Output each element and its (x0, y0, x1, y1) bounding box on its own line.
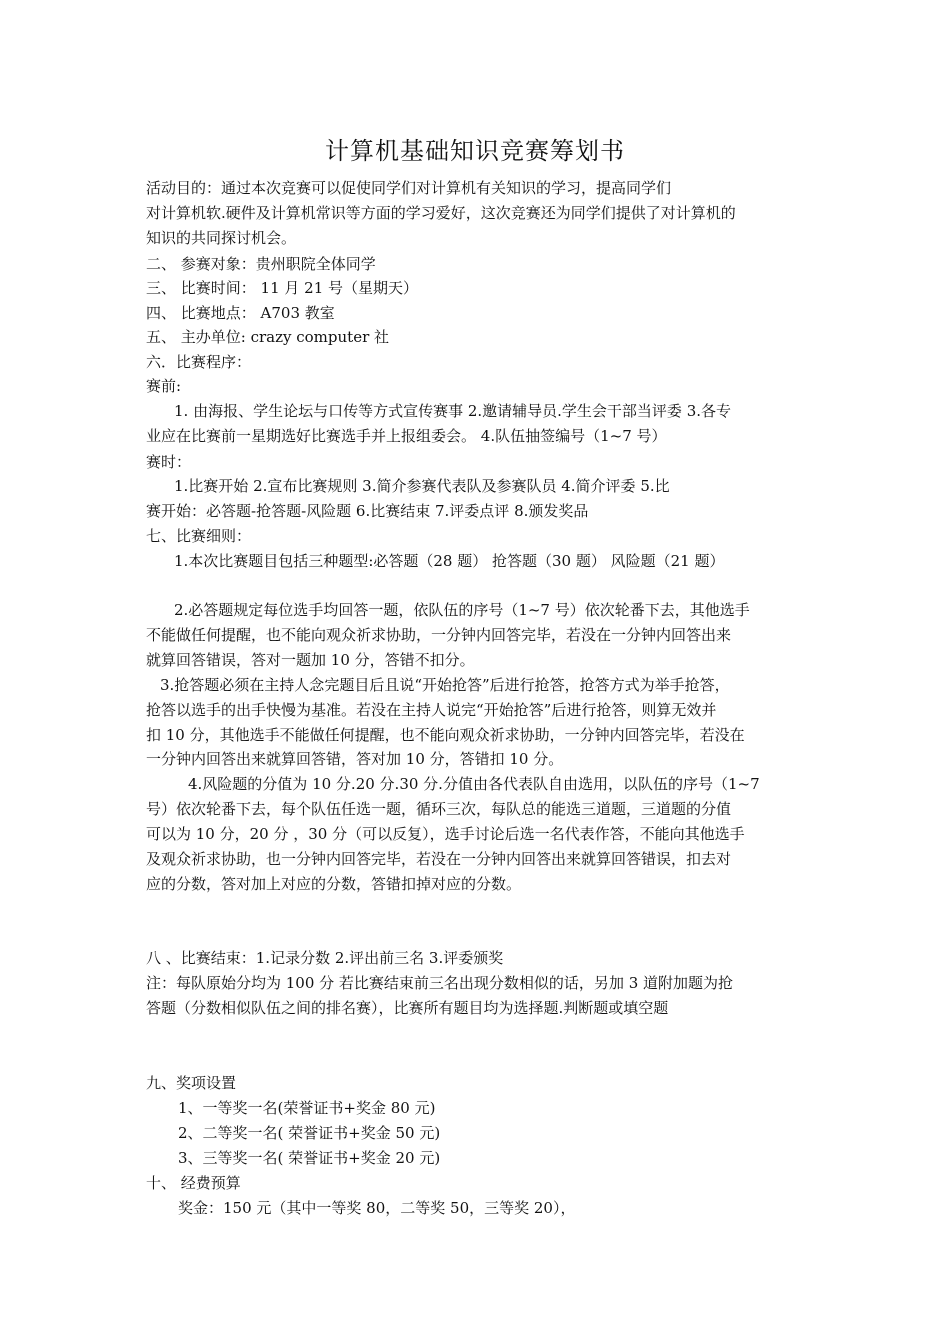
rule-2-line-2: 不能做任何提醒，也不能向观众祈求协助，一分钟内回答完毕，若没在一分钟内回答出来 (146, 626, 732, 644)
award-first: 1、一等奖一名(荣誉证书+奖金 80 元) (178, 1099, 436, 1117)
item-time: 三、 比赛时间： 11 月 21 号（星期天） (146, 279, 419, 297)
rule-4-line-5: 应的分数，答对加上对应的分数，答错扣掉对应的分数。 (146, 875, 522, 893)
during-line-2: 赛开始：必答题-抢答题-风险题 6.比赛结束 7.评委点评 8.颁发奖品 (146, 502, 589, 520)
rule-4-line-4: 及观众祈求协助，也一分钟内回答完毕，若没在一分钟内回答出来就算回答错误，扣去对 (146, 850, 732, 868)
budget-line: 奖金：150 元（其中一等奖 80，二等奖 50，三等奖 20）， (178, 1199, 576, 1217)
item-procedure: 六．比赛程序： (146, 353, 252, 371)
during-line-1: 1.比赛开始 2.宣布比赛规则 3.简介参赛代表队及参赛队员 4.简介评委 5.比 (174, 477, 670, 495)
rule-4-line-1: 4.风险题的分值为 10 分.20 分.30 分.分值由各代表队自由选用，以队伍的序号（1~7 (188, 775, 760, 793)
rule-4-line-2: 号）依次轮番下去，每个队伍任选一题，循环三次，每队总的能选三道题，三道题的分值 (146, 800, 732, 818)
before-line-2: 业应在比赛前一星期选好比赛选手并上报组委会。 4.队伍抽签编号（1~7 号） (146, 427, 667, 445)
rule-3-line-4: 一分钟内回答出来就算回答错，答对加 10 分，答错扣 10 分。 (146, 750, 564, 768)
rules-label: 七、比赛细则： (146, 527, 252, 545)
rule-4-line-3: 可以为 10 分，20 分 ，30 分（可以反复），选手讨论后选一名代表作答，不能向其他选手 (146, 825, 745, 843)
item-place: 四、 比赛地点： A703 教室 (146, 304, 335, 322)
document-title: 计算机基础知识竞赛筹划书 (325, 137, 625, 165)
awards-label: 九、奖项设置 (146, 1074, 237, 1092)
budget-label: 十、 经费预算 (146, 1174, 241, 1192)
ending-line: 八 、比赛结束：1.记录分数 2.评出前三名 3.评委颁奖 (146, 949, 504, 967)
rule-1: 1.本次比赛题目包括三种题型:必答题（28 题） 抢答题（30 题） 风险题（21 题） (174, 552, 725, 570)
award-third: 3、三等奖一名( 荣誉证书+奖金 20 元) (178, 1149, 441, 1167)
rule-2-line-3: 就算回答错误，答对一题加 10 分，答错不扣分。 (146, 651, 475, 669)
award-second: 2、二等奖一名( 荣誉证书+奖金 50 元) (178, 1124, 441, 1142)
ending-note-2: 答题（分数相似队伍之间的排名赛），比赛所有题目均为选择题.判断题或填空题 (146, 999, 669, 1017)
rule-3-line-1: 3.抢答题必须在主持人念完题目后且说“开始抢答”后进行抢答，抢答方式为举手抢答， (160, 676, 730, 694)
rule-2-line-1: 2.必答题规定每位选手均回答一题，依队伍的序号（1~7 号）依次轮番下去，其他选手 (174, 601, 750, 619)
before-label: 赛前: (146, 377, 182, 395)
item-organizer: 五、 主办单位: crazy computer 社 (146, 328, 390, 346)
purpose-line-1: 活动目的：通过本次竞赛可以促使同学们对计算机有关知识的学习，提高同学们 (146, 179, 672, 197)
rule-3-line-3: 扣 10 分，其他选手不能做任何提醒，也不能向观众祈求协助，一分钟内回答完毕，若没在 (146, 726, 745, 744)
during-label: 赛时： (146, 453, 192, 471)
rule-3-line-2: 抢答以选手的出手快慢为基准。若没在主持人说完“开始抢答”后进行抢答，则算无效并 (146, 701, 717, 719)
ending-note-1: 注：每队原始分均为 100 分 若比赛结束前三名出现分数相似的话，另加 3 道附加题为抢 (146, 974, 734, 992)
purpose-line-2: 对计算机软.硬件及计算机常识等方面的学习爱好，这次竞赛还为同学们提供了对计算机的 (146, 204, 736, 222)
purpose-line-3: 知识的共同探讨机会。 (146, 229, 297, 247)
before-line-1: 1. 由海报、学生论坛与口传等方式宣传赛事 2.邀请辅导员.学生会干部当评委 3.各专 (174, 402, 732, 420)
item-participants: 二、 参赛对象：贵州职院全体同学 (146, 255, 376, 273)
